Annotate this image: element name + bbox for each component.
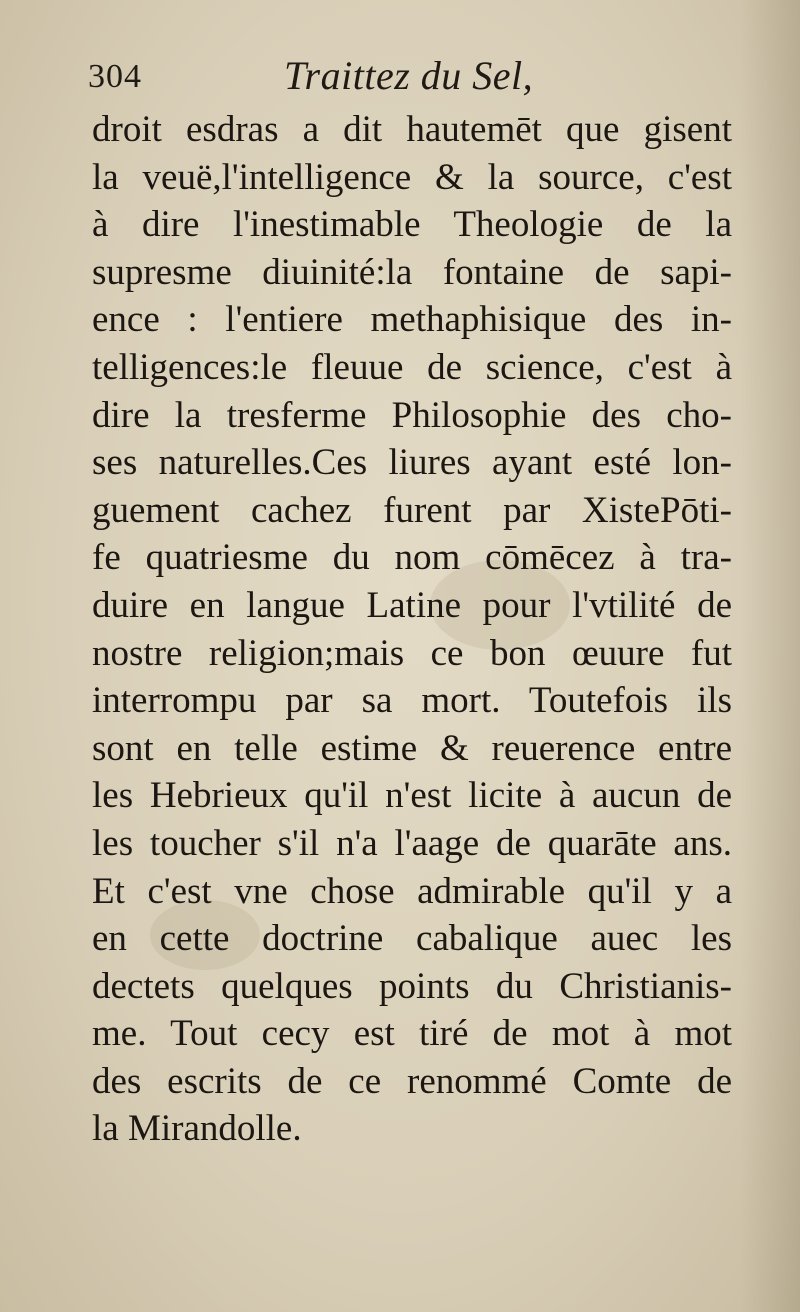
running-title: Traittez du Sel, <box>284 53 534 98</box>
text-line: ses naturelles.Ces liures ayant esté lon- <box>92 442 732 484</box>
text-line: sont en telle estime & reuerence entre <box>92 727 732 769</box>
text-line: la Mirandolle. <box>92 1108 302 1150</box>
text-line: en cette doctrine cabalique auec les <box>92 918 732 960</box>
text-line: me. Tout cecy est tiré de mot à mot <box>92 1013 732 1055</box>
text-line: des escrits de ce renommé Comte de <box>92 1060 732 1102</box>
text-line: dectets quelques points du Christianis- <box>92 965 732 1007</box>
text-line: nostre religion;mais ce bon œuure fut <box>92 632 732 674</box>
text-line: guement cachez furent par XistePōti- <box>92 489 732 531</box>
text-line: les toucher s'il n'a l'aage de quarāte ans. <box>92 822 732 864</box>
text-line: supresme diuinité:la fontaine de sapi- <box>92 251 732 293</box>
text-line: fe quatriesme du nom cōmēcez à tra- <box>92 537 732 579</box>
text-line: dire la tresferme Philosophie des cho- <box>92 394 732 436</box>
text-line: interrompu par sa mort. Toutefois ils <box>92 680 732 722</box>
text-line: ence : l'entiere methaphisique des in- <box>92 299 732 341</box>
text-line: les Hebrieux qu'il n'est licite à aucun de <box>92 775 732 817</box>
text-line: Et c'est vne chose admirable qu'il y a <box>92 870 732 912</box>
body-text <box>92 106 732 1153</box>
text-line: duire en langue Latine pour l'vtilité de <box>92 584 732 626</box>
page-number: 304 <box>88 58 142 95</box>
text-line: la veuë,l'intelligence & la source, c'est <box>92 156 732 198</box>
text-line: telligences:le fleuue de science, c'est à <box>92 346 732 388</box>
page-header <box>88 44 728 104</box>
page-edge-shadow <box>740 0 800 1312</box>
text-line: droit esdras a dit hautemēt que gisent <box>92 109 732 150</box>
text-line: à dire l'inestimable Theologie de la <box>92 204 732 246</box>
